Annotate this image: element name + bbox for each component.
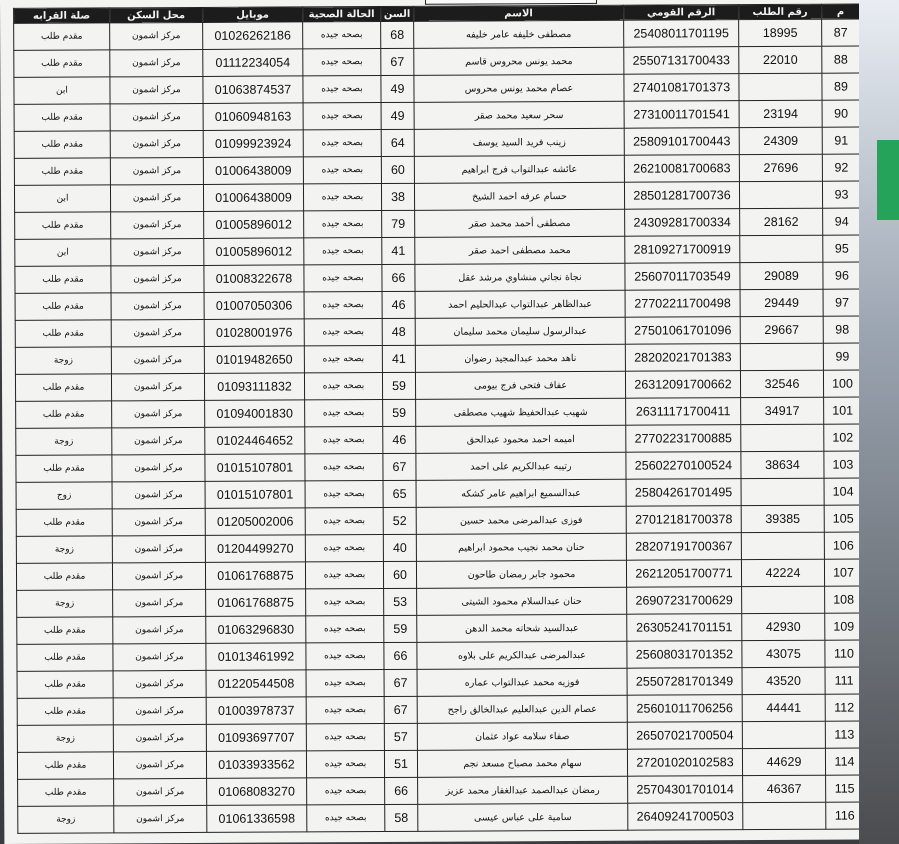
cell-m: 97 bbox=[823, 289, 861, 316]
cell-rel: مقدم طلب bbox=[17, 644, 113, 672]
cell-m: 95 bbox=[823, 235, 861, 262]
cell-nid: 25507281701349 bbox=[627, 668, 742, 696]
cell-age: 41 bbox=[382, 345, 415, 372]
cell-name: صفاء سلامه عواد عثمان bbox=[417, 722, 627, 750]
cell-mobile: 01061768875 bbox=[205, 562, 305, 590]
cell-rel: زوجة bbox=[15, 347, 111, 375]
cell-rel: مقدم طلب bbox=[17, 698, 113, 726]
cell-rel: زوج bbox=[16, 482, 112, 510]
cell-age: 51 bbox=[384, 750, 417, 777]
cell-m: 99 bbox=[823, 343, 861, 370]
cell-req: 39385 bbox=[741, 505, 824, 532]
cell-name: فوزيه محمد عبدالتواب عماره bbox=[417, 668, 627, 696]
cell-res: مركز اشمون bbox=[113, 616, 206, 643]
cell-res: مركز اشمون bbox=[110, 49, 203, 76]
cell-health: بصحه جيده bbox=[304, 238, 382, 265]
cell-m: 116 bbox=[826, 802, 864, 829]
cell-mobile: 01061768875 bbox=[206, 589, 306, 617]
cell-res: مركز اشمون bbox=[113, 670, 206, 697]
cell-mobile: 01006438009 bbox=[203, 184, 303, 212]
cell-res: مركز اشمون bbox=[110, 103, 203, 130]
cell-age: 48 bbox=[382, 318, 415, 345]
cell-m: 92 bbox=[822, 154, 860, 181]
cell-mobile: 01205002006 bbox=[205, 508, 305, 536]
cell-health: بصحه جيده bbox=[306, 615, 384, 642]
cell-res: مركز اشمون bbox=[111, 265, 204, 292]
cell-rel: مقدم طلب bbox=[17, 671, 113, 699]
cell-name: فوزى عبدالمرضى محمد حسين bbox=[416, 506, 626, 534]
cell-nid: 26312091700662 bbox=[625, 371, 740, 399]
cell-nid: 25602270100524 bbox=[626, 452, 741, 480]
cell-age: 60 bbox=[381, 156, 414, 183]
cell-m: 113 bbox=[825, 721, 863, 748]
cell-name: شهيب عبدالحفيظ شهيب مصطفى bbox=[416, 398, 626, 426]
cell-nid: 27702211700498 bbox=[625, 290, 740, 318]
cell-rel: مقدم طلب bbox=[16, 455, 112, 483]
cell-age: 59 bbox=[383, 399, 416, 426]
cell-name: اميمه احمد محمود عبدالحق bbox=[416, 425, 626, 453]
cell-rel: زوجة bbox=[18, 806, 114, 834]
cell-m: 106 bbox=[824, 532, 862, 559]
cell-m: 111 bbox=[825, 667, 863, 694]
cell-mobile: 01015107801 bbox=[205, 481, 305, 509]
cell-res: مركز اشمون bbox=[111, 238, 204, 265]
cell-m: 112 bbox=[825, 694, 863, 721]
cell-health: بصحه جيده bbox=[303, 130, 381, 157]
cell-res: مركز اشمون bbox=[112, 508, 205, 535]
cell-health: بصحه جيده bbox=[305, 535, 383, 562]
cell-age: 60 bbox=[383, 561, 416, 588]
cell-name: حنان محمد نجيب محمود ابراهيم bbox=[416, 533, 626, 561]
cell-health: بصحه جيده bbox=[303, 184, 381, 211]
green-object bbox=[877, 140, 899, 220]
cell-name: حسام عرفه احمد الشيخ bbox=[414, 182, 624, 210]
cell-res: مركز اشمون bbox=[112, 562, 205, 589]
column-header: محل السكن bbox=[110, 7, 203, 22]
cell-name: محمد يونس محروس قاسم bbox=[414, 47, 624, 75]
cell-name: عبدالظاهر عبدالتواب عبدالحليم احمد bbox=[415, 290, 625, 318]
cell-nid: 27401081701373 bbox=[624, 74, 739, 102]
cell-rel: مقدم طلب bbox=[14, 23, 110, 51]
column-header: الاسم bbox=[414, 5, 624, 21]
cell-req bbox=[743, 802, 826, 829]
cell-nid: 24309281700334 bbox=[625, 209, 740, 237]
cell-res: مركز اشمون bbox=[112, 481, 205, 508]
cell-req: 24309 bbox=[739, 127, 822, 154]
cell-age: 66 bbox=[385, 777, 418, 804]
cell-mobile: 01026262186 bbox=[203, 22, 303, 50]
column-header: م bbox=[822, 4, 860, 19]
cell-health: بصحه جيده bbox=[305, 400, 383, 427]
cell-m: 103 bbox=[824, 451, 862, 478]
cell-name: محمود جابر رمضان طاحون bbox=[416, 560, 626, 588]
cell-health: بصحه جيده bbox=[306, 696, 384, 723]
cell-age: 68 bbox=[381, 21, 414, 48]
cell-health: بصحه جيده bbox=[306, 669, 384, 696]
cell-rel: مقدم طلب bbox=[15, 374, 111, 402]
cell-health: بصحه جيده bbox=[305, 508, 383, 535]
column-header: الحالة الصحية bbox=[303, 7, 381, 22]
cell-rel: ابن bbox=[14, 185, 110, 213]
cell-age: 53 bbox=[384, 588, 417, 615]
cell-nid: 27310011701541 bbox=[624, 101, 739, 129]
cell-m: 100 bbox=[823, 370, 861, 397]
background-surface bbox=[859, 0, 899, 844]
beneficiaries-table bbox=[13, 3, 864, 833]
cell-name: سامية على عباس عيسى bbox=[418, 803, 628, 831]
cell-age: 38 bbox=[381, 183, 414, 210]
cell-rel: مقدم طلب bbox=[15, 266, 111, 294]
cell-mobile: 01094001830 bbox=[205, 400, 305, 428]
cell-res: مركز اشمون bbox=[112, 454, 205, 481]
cell-nid: 27201020102583 bbox=[627, 749, 742, 777]
cell-age: 64 bbox=[381, 129, 414, 156]
cell-req: 46367 bbox=[743, 775, 826, 802]
cell-rel: مقدم طلب bbox=[16, 509, 112, 537]
cell-mobile: 01063874537 bbox=[203, 76, 303, 104]
cell-health: بصحه جيده bbox=[303, 103, 381, 130]
cell-mobile: 01003978737 bbox=[206, 697, 306, 725]
cell-req bbox=[741, 424, 824, 451]
cell-req: 29089 bbox=[740, 262, 823, 289]
cell-nid: 28109271700919 bbox=[625, 236, 740, 264]
cell-req: 28162 bbox=[740, 208, 823, 235]
cell-rel: زوجة bbox=[16, 536, 112, 564]
cell-health: بصحه جيده bbox=[307, 804, 385, 831]
cell-health: بصحه جيده bbox=[303, 157, 381, 184]
cell-mobile: 01033933562 bbox=[206, 751, 306, 779]
cell-age: 66 bbox=[384, 642, 417, 669]
cell-res: مركز اشمون bbox=[113, 643, 206, 670]
cell-req bbox=[742, 586, 825, 613]
cell-mobile: 01024464652 bbox=[205, 427, 305, 455]
cell-rel: مقدم طلب bbox=[14, 158, 110, 186]
cell-res: مركز اشمون bbox=[112, 400, 205, 427]
cell-name: عبدالسميع ابراهيم عامر كشكه bbox=[416, 479, 626, 507]
cell-res: مركز اشمون bbox=[110, 184, 203, 211]
cell-rel: مقدم طلب bbox=[17, 617, 113, 645]
cell-rel: مقدم طلب bbox=[16, 563, 112, 591]
cell-age: 52 bbox=[383, 507, 416, 534]
cell-req: 29667 bbox=[740, 316, 823, 343]
cell-req: 34917 bbox=[741, 397, 824, 424]
cell-rel: ابن bbox=[14, 77, 110, 105]
cell-nid: 25804261701495 bbox=[626, 479, 741, 507]
column-header: رقم الطلب bbox=[739, 4, 822, 19]
cell-nid: 28501281700736 bbox=[624, 182, 739, 210]
cell-name: عائشه عبدالتواب فرج ابراهيم bbox=[414, 155, 624, 183]
cell-m: 91 bbox=[822, 127, 860, 154]
cell-health: بصحه جيده bbox=[303, 76, 381, 103]
cell-req: 27696 bbox=[739, 154, 822, 181]
table-row bbox=[18, 802, 864, 833]
cell-m: 90 bbox=[822, 100, 860, 127]
cell-res: مركز اشمون bbox=[113, 697, 206, 724]
column-header: السن bbox=[381, 6, 414, 21]
cell-m: 108 bbox=[825, 586, 863, 613]
cell-health: بصحه جيده bbox=[305, 454, 383, 481]
cell-m: 114 bbox=[825, 748, 863, 775]
cell-req: 23194 bbox=[739, 100, 822, 127]
cell-rel: زوجة bbox=[17, 725, 113, 753]
cell-m: 98 bbox=[823, 316, 861, 343]
cell-age: 57 bbox=[384, 723, 417, 750]
cell-m: 107 bbox=[824, 559, 862, 586]
cell-res: مركز اشمون bbox=[110, 22, 203, 49]
cell-req: 18995 bbox=[739, 19, 822, 46]
cell-nid: 25601011706256 bbox=[627, 695, 742, 723]
cell-age: 67 bbox=[384, 696, 417, 723]
cell-mobile: 01005896012 bbox=[204, 238, 304, 266]
cell-health: بصحه جيده bbox=[306, 750, 384, 777]
cell-m: 115 bbox=[826, 775, 864, 802]
cell-health: بصحه جيده bbox=[306, 642, 384, 669]
cell-rel: مقدم طلب bbox=[16, 401, 112, 429]
cell-name: حنان عبدالسلام محمود الشيتى bbox=[417, 587, 627, 615]
cell-mobile: 01112234054 bbox=[203, 49, 303, 77]
cell-name: عصام محمد يونس محروس bbox=[414, 74, 624, 102]
cell-req: 42930 bbox=[742, 613, 825, 640]
cell-nid: 26507021700504 bbox=[627, 722, 742, 750]
cell-mobile: 01068083270 bbox=[207, 778, 307, 806]
column-header: الرقم القومي bbox=[624, 5, 739, 21]
cell-req: 22010 bbox=[739, 46, 822, 73]
cell-nid: 26210081700683 bbox=[624, 155, 739, 183]
cell-res: مركز اشمون bbox=[114, 805, 207, 832]
cell-nid: 25408011701195 bbox=[624, 20, 739, 48]
cell-nid: 28202021701383 bbox=[625, 344, 740, 372]
cell-res: مركز اشمون bbox=[110, 130, 203, 157]
cell-nid: 28207191700367 bbox=[626, 533, 741, 561]
cell-age: 59 bbox=[384, 615, 417, 642]
cell-health: بصحه جيده bbox=[305, 481, 383, 508]
cell-req bbox=[741, 478, 824, 505]
cell-name: عصام الدين عبدالعليم عبدالخالق راجح bbox=[417, 695, 627, 723]
cell-mobile: 01019482650 bbox=[204, 346, 304, 374]
cell-nid: 27012181700378 bbox=[626, 506, 741, 534]
cell-rel: مقدم طلب bbox=[18, 779, 114, 807]
cell-m: 101 bbox=[824, 397, 862, 424]
cell-req bbox=[739, 73, 822, 100]
cell-age: 41 bbox=[382, 237, 415, 264]
cell-nid: 26907231700629 bbox=[627, 587, 742, 615]
cell-mobile: 01093111832 bbox=[204, 373, 304, 401]
cell-rel: مقدم طلب bbox=[14, 50, 110, 78]
cell-nid: 27702231700885 bbox=[626, 425, 741, 453]
cell-name: رمضان عبدالصمد عبدالغفار محمد عزيز bbox=[418, 776, 628, 804]
cell-name: مصطفى خليفه عامر خليفه bbox=[414, 20, 624, 48]
cell-mobile: 01006438009 bbox=[203, 157, 303, 185]
cell-m: 93 bbox=[822, 181, 860, 208]
cell-req: 42224 bbox=[741, 559, 824, 586]
cell-mobile: 01061336598 bbox=[207, 805, 307, 833]
cell-health: بصحه جيده bbox=[306, 588, 384, 615]
cell-mobile: 01093697707 bbox=[206, 724, 306, 752]
cell-res: مركز اشمون bbox=[110, 157, 203, 184]
cell-rel: زوجة bbox=[17, 590, 113, 618]
cell-m: 89 bbox=[822, 73, 860, 100]
cell-health: بصحه جيده bbox=[304, 346, 382, 373]
cell-rel: مقدم طلب bbox=[14, 104, 110, 132]
cell-mobile: 01204499270 bbox=[205, 535, 305, 563]
cell-m: 94 bbox=[823, 208, 861, 235]
cell-nid: 27501061701096 bbox=[625, 317, 740, 345]
cell-name: سحر سعيد محمد صقر bbox=[414, 101, 624, 129]
cell-age: 67 bbox=[384, 669, 417, 696]
cell-nid: 26212051700771 bbox=[626, 560, 741, 588]
cell-mobile: 01005896012 bbox=[204, 211, 304, 239]
cell-health: بصحه جيده bbox=[304, 211, 382, 238]
cell-health: بصحه جيده bbox=[304, 292, 382, 319]
cell-mobile: 01013461992 bbox=[206, 643, 306, 671]
cell-req bbox=[740, 235, 823, 262]
cell-age: 49 bbox=[381, 102, 414, 129]
cell-age: 67 bbox=[383, 453, 416, 480]
cell-nid: 26311171700411 bbox=[626, 398, 741, 426]
cell-res: مركز اشمون bbox=[113, 724, 206, 751]
cell-res: مركز اشمون bbox=[112, 535, 205, 562]
cell-nid: 25809101700443 bbox=[624, 128, 739, 156]
cell-name: نجاة نجاتي منشاوي مرشد عقل bbox=[415, 263, 625, 291]
cell-res: مركز اشمون bbox=[113, 589, 206, 616]
cell-m: 88 bbox=[822, 46, 860, 73]
cell-health: بصحه جيده bbox=[305, 427, 383, 454]
cell-mobile: 01063296830 bbox=[206, 616, 306, 644]
cell-age: 66 bbox=[382, 264, 415, 291]
cell-name: ناهد محمد عبدالمجيد رضوان bbox=[415, 344, 625, 372]
cell-req bbox=[742, 721, 825, 748]
cell-age: 46 bbox=[382, 291, 415, 318]
cell-age: 79 bbox=[382, 210, 415, 237]
cell-res: مركز اشمون bbox=[111, 292, 204, 319]
cell-name: عبدالسيد شحاته محمد الدهن bbox=[417, 614, 627, 642]
cell-health: بصحه جيده bbox=[305, 562, 383, 589]
cell-name: عبدالمرضى عبدالكريم على بلاوه bbox=[417, 641, 627, 669]
cell-res: مركز اشمون bbox=[111, 319, 204, 346]
cell-m: 110 bbox=[825, 640, 863, 667]
cell-health: بصحه جيده bbox=[304, 373, 382, 400]
cell-name: محمد مصطفى احمد صقر bbox=[415, 236, 625, 264]
cell-health: بصحه جيده bbox=[304, 319, 382, 346]
cell-m: 105 bbox=[824, 505, 862, 532]
cell-req: 32546 bbox=[740, 370, 823, 397]
cell-rel: مقدم طلب bbox=[15, 212, 111, 240]
cell-req bbox=[739, 181, 822, 208]
cell-rel: مقدم طلب bbox=[15, 320, 111, 348]
cell-name: مصطفى أحمد محمد صقر bbox=[415, 209, 625, 237]
cell-age: 67 bbox=[381, 48, 414, 75]
cell-m: 102 bbox=[824, 424, 862, 451]
cell-age: 58 bbox=[385, 804, 418, 831]
cell-res: مركز اشمون bbox=[110, 76, 203, 103]
cell-mobile: 01015107801 bbox=[205, 454, 305, 482]
cell-mobile: 01028001976 bbox=[204, 319, 304, 347]
cell-req: 43075 bbox=[742, 640, 825, 667]
cell-name: عبدالرسول سليمان محمد سليمان bbox=[415, 317, 625, 345]
cell-age: 65 bbox=[383, 480, 416, 507]
cell-nid: 25607011703549 bbox=[625, 263, 740, 291]
cell-req: 29449 bbox=[740, 289, 823, 316]
cell-res: مركز اشمون bbox=[112, 427, 205, 454]
cell-health: بصحه جيده bbox=[304, 265, 382, 292]
cell-age: 59 bbox=[382, 372, 415, 399]
cell-mobile: 01220544508 bbox=[206, 670, 306, 698]
cell-req: 44441 bbox=[742, 694, 825, 721]
cell-nid: 25608031701352 bbox=[627, 641, 742, 669]
cell-name: عفاف فتحى فرج بيومى bbox=[415, 371, 625, 399]
cell-req bbox=[741, 532, 824, 559]
cell-req: 43520 bbox=[742, 667, 825, 694]
cell-rel: مقدم طلب bbox=[15, 293, 111, 321]
cell-req: 44629 bbox=[742, 748, 825, 775]
cell-nid: 25507131700433 bbox=[624, 47, 739, 75]
cell-mobile: 01008322678 bbox=[204, 265, 304, 293]
cell-mobile: 01007050306 bbox=[204, 292, 304, 320]
cell-rel: مقدم طلب bbox=[17, 752, 113, 780]
cell-name: رتيبه عبدالكريم على احمد bbox=[416, 452, 626, 480]
cell-nid: 26305241701151 bbox=[627, 614, 742, 642]
cell-m: 109 bbox=[825, 613, 863, 640]
cell-m: 96 bbox=[823, 262, 861, 289]
cell-name: زينب فريد السيد يوسف bbox=[414, 128, 624, 156]
cell-req: 38634 bbox=[741, 451, 824, 478]
cell-m: 87 bbox=[822, 19, 860, 46]
cell-req bbox=[740, 343, 823, 370]
cell-res: مركز اشمون bbox=[111, 373, 204, 400]
cell-res: مركز اشمون bbox=[111, 211, 204, 238]
cell-m: 104 bbox=[824, 478, 862, 505]
cell-health: بصحه جيده bbox=[303, 22, 381, 49]
cell-age: 46 bbox=[383, 426, 416, 453]
cell-health: بصحه جيده bbox=[303, 49, 381, 76]
cell-mobile: 01060948163 bbox=[203, 103, 303, 131]
cell-res: مركز اشمون bbox=[114, 778, 207, 805]
column-header: صلة القرابه bbox=[14, 8, 110, 24]
cell-rel: ابن bbox=[15, 239, 111, 267]
cell-nid: 25704301701014 bbox=[628, 776, 743, 804]
cell-name: سهام محمد مصباح مسعد نجم bbox=[417, 749, 627, 777]
column-header: موبايل bbox=[203, 7, 303, 23]
cell-rel: مقدم طلب bbox=[14, 131, 110, 159]
cell-nid: 26409241700503 bbox=[628, 803, 743, 831]
cell-health: بصحه جيده bbox=[307, 777, 385, 804]
cell-res: مركز اشمون bbox=[113, 751, 206, 778]
cell-mobile: 01099923924 bbox=[203, 130, 303, 158]
cell-res: مركز اشمون bbox=[111, 346, 204, 373]
cell-health: بصحه جيده bbox=[306, 723, 384, 750]
cell-age: 40 bbox=[383, 534, 416, 561]
cell-rel: زوجة bbox=[16, 428, 112, 456]
table-body bbox=[14, 19, 864, 833]
cell-age: 49 bbox=[381, 75, 414, 102]
